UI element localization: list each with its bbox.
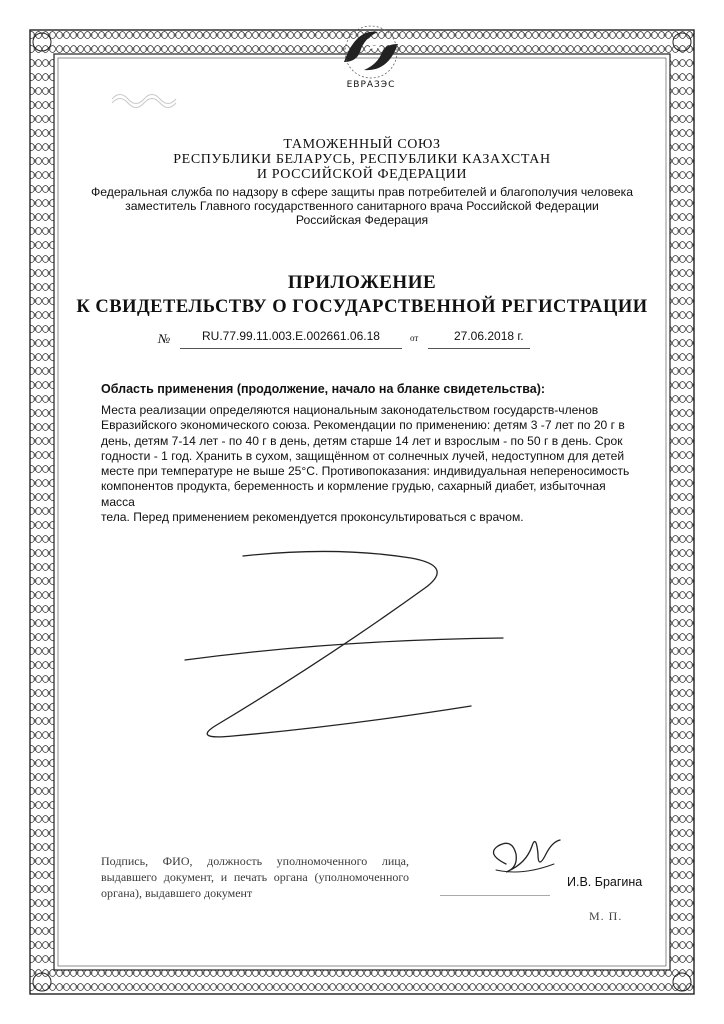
registration-number: RU.77.99.11.003.Е.002661.06.18 (202, 329, 380, 343)
document-title (0, 272, 724, 318)
customs-union-header (0, 137, 724, 182)
agency-block (0, 185, 724, 227)
number-sign: № (158, 331, 171, 346)
text-line: день, детям 7-14 лет - по 40 г в день, детям старше 14 лет и взрослым - по 50 г в день. Срок (101, 433, 623, 448)
registration-date: 27.06.2018 г. (454, 329, 524, 343)
union-line: И РОССИЙСКОЙ ФЕДЕРАЦИИ (256, 167, 468, 182)
faint-stamp-mark (110, 88, 180, 110)
agency-line: Федеральная служба по надзору в сфере защиты прав потребителей и благополучия человека (90, 185, 634, 199)
signature-line (440, 895, 550, 896)
application-text (101, 403, 641, 525)
eurasec-emblem-icon (326, 22, 416, 80)
handwritten-signature (476, 824, 566, 894)
date-underline (428, 348, 530, 349)
seal-mark: М. П. (589, 909, 623, 923)
signature-caption: Подпись, ФИО, должность уполномоченного лица, выдавшего документ, и печать органа (уполномоченного органа), выдавшего документ (101, 854, 409, 900)
union-line: ТАМОЖЕННЫЙ СОЮЗ (283, 137, 441, 152)
eurasec-emblem (326, 22, 416, 102)
agency-line: заместитель Главного государственного санитарного врача Российской Федерации (125, 199, 599, 213)
title-line-1: ПРИЛОЖЕНИЕ (287, 272, 437, 293)
number-underline (180, 348, 402, 349)
agency-line: Российская Федерация (295, 213, 429, 227)
title-line-2: К СВИДЕТЕЛЬСТВУ О ГОСУДАРСТВЕННОЙ РЕГИСТРАЦИИ (76, 297, 648, 317)
text-line: тела. Перед применением рекомендуется проконсультироваться с врачом. (101, 510, 524, 525)
signer-name: И.В. Брагина (567, 875, 643, 889)
text-line: компонентов продукта, беременность и кормление грудью, сахарный диабет, избыточная масса (101, 479, 606, 509)
from-label: от (410, 333, 419, 343)
z-cancellation-mark (175, 540, 515, 770)
union-line: РЕСПУБЛИКИ БЕЛАРУСЬ, РЕСПУБЛИКИ КАЗАХСТАН (173, 152, 551, 167)
text-line: годности - 1 год. Хранить в сухом, защищённом от солнечных лучей, недоступном для детей (101, 448, 625, 463)
registration-row (0, 329, 724, 349)
text-line: Евразийского экономического союза. Рекомендации по применению: детям 3 -7 лет по 20 г в (101, 418, 625, 433)
text-line: месте при температуре не выше 25°С. Противопоказания: индивидуальная непереносимость (101, 464, 630, 479)
section-heading: Область применения (продолжение, начало на бланке свидетельства): (101, 382, 546, 396)
text-line: Места реализации определяются национальным законодательством государств-членов (101, 403, 599, 417)
emblem-caption: ЕВРАЗЭС (346, 80, 396, 90)
